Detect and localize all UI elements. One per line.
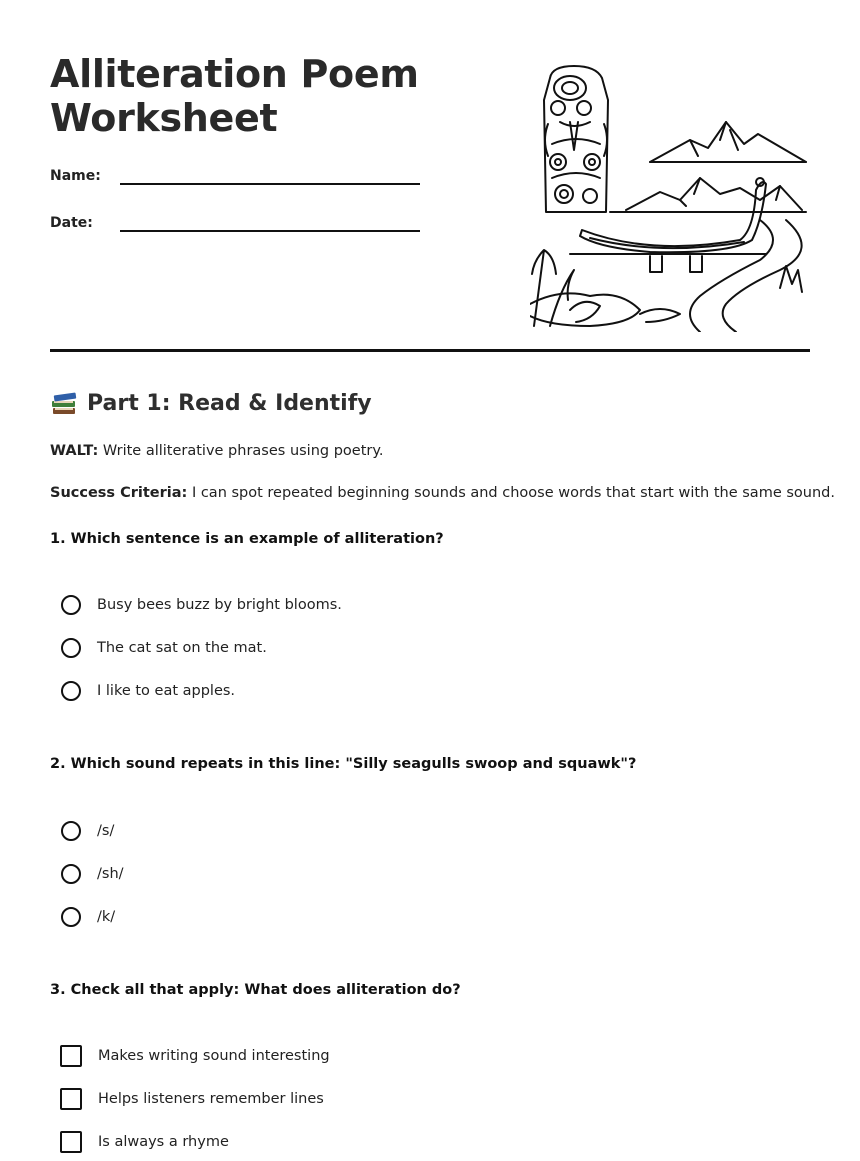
option-label: /sh/ xyxy=(97,866,124,882)
name-label: Name: xyxy=(50,168,101,184)
radio-button[interactable] xyxy=(61,681,81,701)
option-label: Busy bees buzz by bright blooms. xyxy=(97,597,342,613)
date-field[interactable] xyxy=(50,214,420,242)
radio-button[interactable] xyxy=(61,595,81,615)
radio-button[interactable] xyxy=(61,864,81,884)
option-label: I like to eat apples. xyxy=(97,683,236,699)
name-field[interactable] xyxy=(50,167,420,195)
books-icon xyxy=(50,391,78,417)
q2-option-2[interactable] xyxy=(60,861,124,887)
header-illustration xyxy=(530,60,810,332)
question-3: 3. Check all that apply: What does alliteration do? xyxy=(50,982,461,998)
success-criteria-label: Success Criteria: xyxy=(50,485,188,501)
section-divider xyxy=(50,349,810,352)
radio-button[interactable] xyxy=(61,821,81,841)
name-input-line[interactable] xyxy=(120,183,420,185)
page-title xyxy=(50,52,419,140)
checkbox[interactable] xyxy=(60,1045,82,1067)
option-label: /k/ xyxy=(97,909,116,925)
q3-option-1[interactable] xyxy=(60,1043,330,1069)
mountains-icon xyxy=(610,122,806,212)
q1-option-2[interactable] xyxy=(60,635,267,661)
q1-option-3[interactable] xyxy=(60,678,235,704)
walt-text: Write alliterative phrases using poetry. xyxy=(98,443,384,459)
plants-icon xyxy=(530,250,802,326)
option-label: Helps listeners remember lines xyxy=(98,1091,324,1107)
q3-option-3[interactable] xyxy=(60,1129,229,1155)
q3-option-2[interactable] xyxy=(60,1086,324,1112)
question-1: 1. Which sentence is an example of alliteration? xyxy=(50,531,444,547)
option-label: Makes writing sound interesting xyxy=(98,1048,330,1064)
option-label: /s/ xyxy=(97,823,115,839)
part1-heading xyxy=(50,390,372,418)
date-label: Date: xyxy=(50,215,93,231)
carved-pole-icon xyxy=(544,66,608,212)
radio-button[interactable] xyxy=(61,907,81,927)
option-label: The cat sat on the mat. xyxy=(97,640,267,656)
title-line-1: Alliteration Poem xyxy=(50,52,419,96)
walt-label: WALT: xyxy=(50,443,99,459)
canoe-icon xyxy=(580,178,766,272)
option-label: Is always a rhyme xyxy=(98,1134,229,1150)
radio-button[interactable] xyxy=(61,638,81,658)
checkbox[interactable] xyxy=(60,1131,82,1153)
checkbox[interactable] xyxy=(60,1088,82,1110)
success-criteria-text: I can spot repeated beginning sounds and choose words that start with the same sound. xyxy=(187,485,835,501)
q2-option-3[interactable] xyxy=(60,904,115,930)
success-criteria-line xyxy=(50,483,835,503)
q2-option-1[interactable] xyxy=(60,818,114,844)
part1-heading-text: Part 1: Read & Identify xyxy=(87,391,372,416)
q1-option-1[interactable] xyxy=(60,592,342,618)
walt-line xyxy=(50,441,383,461)
title-line-2: Worksheet xyxy=(50,96,278,140)
date-input-line[interactable] xyxy=(120,230,420,232)
question-2: 2. Which sound repeats in this line: "Silly seagulls swoop and squawk"? xyxy=(50,756,637,772)
